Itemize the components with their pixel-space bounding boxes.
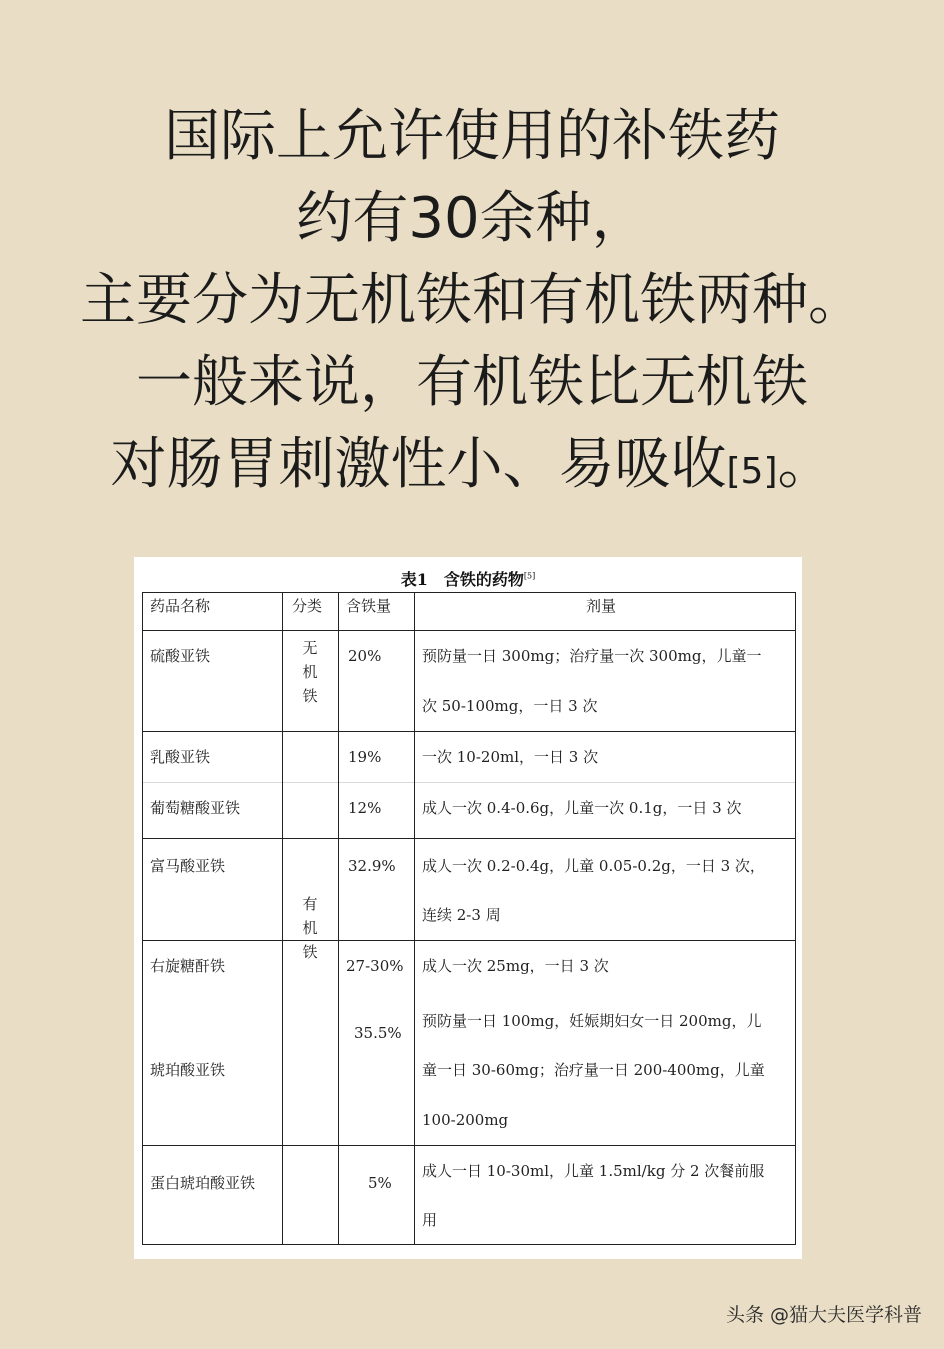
col-rule-2 [338, 592, 339, 1245]
dosage-line: 成人一次 0.2-0.4g，儿童 0.05-0.2g，一日 3 次， [422, 857, 765, 875]
drug-name: 琥珀酸亚铁 [150, 1061, 226, 1079]
header-drug-name: 药品名称 [150, 597, 211, 615]
category-organic-char-1: 有 [302, 895, 318, 913]
table-image-card [134, 557, 802, 1259]
heading-text [0, 96, 944, 513]
category-inorganic-char-3: 铁 [302, 687, 318, 705]
col-rule-right [795, 592, 796, 1245]
table-title [134, 567, 802, 590]
drug-name: 右旋糖酐铁 [150, 957, 226, 975]
rule-3 [142, 838, 796, 839]
category-inorganic-char-1: 无 [302, 639, 318, 657]
header-category: 分类 [292, 597, 323, 615]
dosage-line: 用 [422, 1211, 438, 1229]
col-rule-left [142, 592, 143, 1245]
heading-line-1: 国际上允许使用的补铁药 [164, 104, 780, 169]
category-organic [300, 892, 320, 964]
table-title-ref: [5] [523, 571, 536, 581]
col-rule-3 [414, 592, 415, 1245]
category-organic-char-3: 铁 [302, 943, 318, 961]
heading-line-5-text: 对肠胃刺激性小、易吸收 [110, 432, 727, 497]
dosage-line: 童一日 30-60mg；治疗量一日 200-400mg，儿童 [422, 1061, 765, 1079]
dosage-line: 预防量一日 100mg，妊娠期妇女一日 200mg，儿 [422, 1012, 762, 1030]
table-title-text: 表1 含铁的药物 [400, 570, 524, 589]
dosage-line: 成人一次 25mg，一日 3 次 [422, 957, 609, 975]
category-inorganic [300, 636, 320, 708]
heading-line-5 [0, 424, 944, 513]
iron-content: 32.9% [348, 857, 396, 875]
heading-line-4: 一般来说，有机铁比无机铁 [136, 350, 808, 415]
heading-line-2: 约有30余种， [296, 186, 648, 251]
category-inorganic-char-2: 机 [302, 663, 318, 681]
iron-content: 27-30% [346, 957, 404, 975]
drug-name: 蛋白琥珀酸亚铁 [150, 1174, 256, 1192]
header-iron-content: 含铁量 [346, 597, 392, 615]
drug-name: 葡萄糖酸亚铁 [150, 799, 241, 817]
iron-content: 35.5% [354, 1024, 402, 1042]
col-rule-1 [282, 592, 283, 1245]
dosage-line: 成人一次 0.4-0.6g，儿童一次 0.1g，一日 3 次 [422, 799, 742, 817]
category-organic-char-2: 机 [302, 919, 318, 937]
iron-content: 19% [348, 748, 382, 766]
drug-name: 硫酸亚铁 [150, 647, 211, 665]
iron-content: 12% [348, 799, 382, 817]
rule-top [142, 592, 796, 593]
heading-reference: [5] [726, 451, 778, 492]
dosage-line: 连续 2-3 周 [422, 906, 501, 924]
rule-bottom [142, 1244, 796, 1245]
iron-content: 5% [368, 1174, 392, 1192]
drug-name: 乳酸亚铁 [150, 748, 211, 766]
drug-name: 富马酸亚铁 [150, 857, 226, 875]
heading-line-3: 主要分为无机铁和有机铁两种。 [80, 268, 864, 333]
heading-line-5-end: 。 [777, 432, 834, 497]
dosage-line: 预防量一日 300mg；治疗量一次 300mg，儿童一 [422, 647, 762, 665]
dosage-line: 次 50-100mg，一日 3 次 [422, 697, 598, 715]
iron-content: 20% [348, 647, 382, 665]
iron-drug-table [142, 592, 796, 1246]
header-dosage: 剂量 [586, 597, 617, 615]
dosage-line: 一次 10-20ml，一日 3 次 [422, 748, 599, 766]
source-watermark: 头条 @猫大夫医学科普 [725, 1304, 922, 1326]
dosage-line: 100-200mg [422, 1111, 509, 1129]
dosage-line: 成人一日 10-30ml，儿童 1.5ml/kg 分 2 次餐前服 [422, 1162, 765, 1180]
